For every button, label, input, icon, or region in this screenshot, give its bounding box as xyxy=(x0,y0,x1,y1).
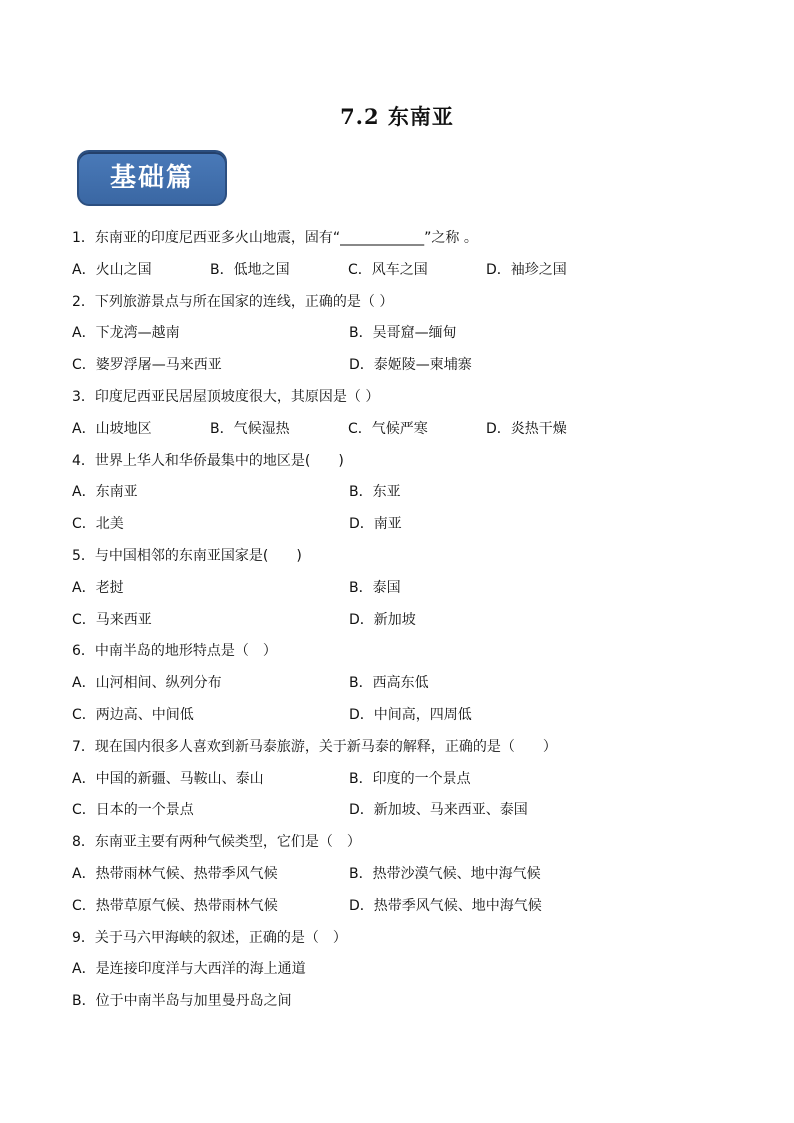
option-row xyxy=(72,799,732,831)
option: B．东亚 xyxy=(349,484,401,501)
option: D．中间高，四周低 xyxy=(349,706,472,723)
option: D．炎热干燥 xyxy=(486,420,567,437)
option: D．泰姬陵—柬埔寨 xyxy=(349,357,472,374)
option: B．印度的一个景点 xyxy=(349,770,471,787)
question-stem: 3．印度尼西亚民居屋顶坡度很大，其原因是（ ） xyxy=(72,388,380,405)
option: A．老挝 xyxy=(72,579,124,596)
question-stem: 6．中南半岛的地形特点是（ ） xyxy=(72,643,277,660)
option-row xyxy=(72,577,732,609)
question-stem: 8．东南亚主要有两种气候类型，它们是（ ） xyxy=(72,834,361,851)
option-row xyxy=(72,513,732,545)
question-list xyxy=(72,227,732,1022)
option: C．风车之国 xyxy=(348,261,428,278)
option: A．中国的新疆、马鞍山、泰山 xyxy=(72,770,264,787)
question-stem: 9．关于马六甲海峡的叙述，正确的是（ ） xyxy=(72,929,347,946)
option-row xyxy=(72,418,732,450)
option: A．下龙湾—越南 xyxy=(72,325,180,342)
option-row xyxy=(72,481,732,513)
option: C．北美 xyxy=(72,516,124,533)
option: A．东南亚 xyxy=(72,484,138,501)
option: B．吴哥窟—缅甸 xyxy=(349,325,457,342)
option: C．日本的一个景点 xyxy=(72,802,194,819)
option-row xyxy=(72,863,732,895)
option: B．位于中南半岛与加里曼丹岛之间 xyxy=(72,993,292,1010)
option: A．是连接印度洋与大西洋的海上通道 xyxy=(72,961,306,978)
option-row xyxy=(72,672,732,704)
page-title: 7.2 东南亚 xyxy=(340,104,454,129)
question-stem: 1．东南亚的印度尼西亚多火山地震，固有“____________”之称 。 xyxy=(72,230,478,246)
question-stem: 2．下列旅游景点与所在国家的连线，正确的是（ ） xyxy=(72,293,394,310)
option: B．低地之国 xyxy=(210,261,290,278)
option-row xyxy=(72,354,732,386)
option: C．热带草原气候、热带雨林气候 xyxy=(72,897,278,914)
option: B．气候湿热 xyxy=(210,420,290,437)
option-row xyxy=(72,704,732,736)
question-stem: 4．世界上华人和华侨最集中的地区是( ) xyxy=(72,452,344,469)
option: C．马来西亚 xyxy=(72,611,152,628)
option-row xyxy=(72,259,732,291)
option-row xyxy=(72,895,732,927)
option: C．两边高、中间低 xyxy=(72,706,194,723)
question-stem: 5．与中国相邻的东南亚国家是( ) xyxy=(72,547,302,564)
option: A．山河相间、纵列分布 xyxy=(72,675,222,692)
option: A．热带雨林气候、热带季风气候 xyxy=(72,865,278,882)
section-badge: 基础篇 xyxy=(77,150,227,206)
option: D．南亚 xyxy=(349,516,402,533)
option: C．婆罗浮屠—马来西亚 xyxy=(72,357,222,374)
option: B．泰国 xyxy=(349,579,401,596)
option: D．热带季风气候、地中海气候 xyxy=(349,897,542,914)
question-stem: 7．现在国内很多人喜欢到新马泰旅游，关于新马泰的解释，正确的是（ ） xyxy=(72,738,557,755)
option-row xyxy=(72,768,732,800)
option: B．热带沙漠气候、地中海气候 xyxy=(349,865,541,882)
option: D．新加坡 xyxy=(349,611,416,628)
option: C．气候严寒 xyxy=(348,420,428,437)
option: A．火山之国 xyxy=(72,261,152,278)
option: D．袖珍之国 xyxy=(486,261,567,278)
option: A．山坡地区 xyxy=(72,420,152,437)
option-row xyxy=(72,609,732,641)
option: D．新加坡、马来西亚、泰国 xyxy=(349,802,528,819)
option-row xyxy=(72,322,732,354)
option: B．西高东低 xyxy=(349,675,429,692)
